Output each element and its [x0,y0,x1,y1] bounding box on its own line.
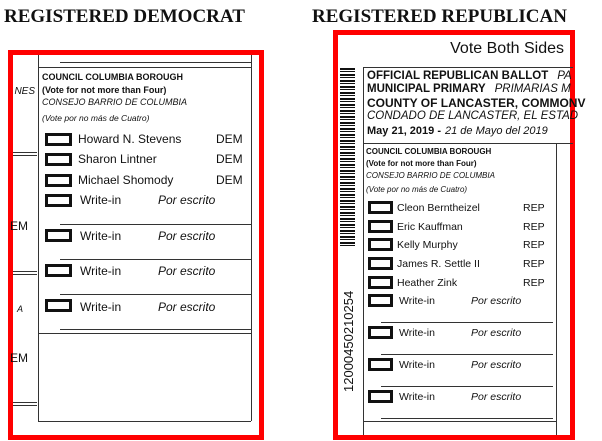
write-in-label: Write-in [80,300,122,314]
ballot-title: OFFICIAL REPUBLICAN BALLOT [367,70,549,82]
candidate-party: REP [523,239,545,251]
candidate-checkbox[interactable] [368,238,393,251]
write-in-label: Write-in [80,193,122,207]
contest-instruction: (Vote for not more than Four) [42,85,167,95]
election-type: MUNICIPAL PRIMARY [367,83,486,95]
side-fragment: EM [10,351,28,365]
write-in-line[interactable] [60,329,251,330]
write-in-checkbox[interactable] [45,264,72,277]
candidate-name: James R. Settle II [397,258,480,270]
election-date: May 21, 2019 - [367,125,441,137]
write-in-checkbox[interactable] [368,294,393,307]
candidate-name: Michael Shomody [78,173,174,187]
write-in-checkbox[interactable] [368,358,393,371]
write-in-line[interactable] [60,294,251,295]
candidate-checkbox[interactable] [368,220,393,233]
candidate-party: REP [523,277,545,289]
candidate-party: DEM [216,152,243,166]
write-in-label-es: Por escrito [471,327,522,339]
write-in-label-es: Por escrito [158,229,216,243]
candidate-checkbox[interactable] [368,276,393,289]
democrat-highlight-box [8,50,264,440]
contest-instruction-es: (Vote por no más de Cuatro) [366,185,468,194]
write-in-label: Write-in [80,264,122,278]
contest-title: COUNCIL COLUMBIA BOROUGH [366,147,492,156]
county: COUNTY OF LANCASTER, COMMONV [367,96,586,110]
write-in-label: Write-in [80,229,122,243]
ballot-title-es: PA [557,70,572,82]
candidate-name: Cleon Berntheizel [397,202,480,214]
write-in-label-es: Por escrito [158,300,216,314]
write-in-line[interactable] [381,418,553,419]
write-in-label-es: Por escrito [158,264,216,278]
candidate-checkbox[interactable] [45,153,72,166]
republican-label: REGISTERED REPUBLICAN [312,6,567,27]
contest-instruction: (Vote for not more than Four) [366,159,477,168]
write-in-label-es: Por escrito [471,359,522,371]
candidate-checkbox[interactable] [45,133,72,146]
barcode [340,68,355,246]
candidate-name: Kelly Murphy [397,239,458,251]
side-fragment: EM [10,219,28,233]
county-es: CONDADO DE LANCASTER, EL ESTAD [367,110,579,122]
candidate-checkbox[interactable] [368,257,393,270]
vote-both-sides: Vote Both Sides [450,40,564,57]
candidate-name: Howard N. Stevens [78,132,182,146]
write-in-line[interactable] [381,354,553,355]
side-fragment: NES [14,86,35,97]
write-in-checkbox[interactable] [368,390,393,403]
write-in-label-es: Por escrito [471,295,522,307]
candidate-name: Eric Kauffman [397,221,463,233]
write-in-line[interactable] [60,259,251,260]
contest-instruction-es: (Vote por no más de Cuatro) [42,113,150,123]
candidate-party: REP [523,221,545,233]
candidate-name: Heather Zink [397,277,458,289]
democrat-label: REGISTERED DEMOCRAT [4,6,245,27]
candidate-checkbox[interactable] [45,174,72,187]
write-in-line[interactable] [381,322,553,323]
candidate-checkbox[interactable] [368,201,393,214]
candidate-party: DEM [216,132,243,146]
write-in-line[interactable] [381,386,553,387]
election-date-es: 21 de Mayo del 2019 [445,125,548,137]
write-in-label: Write-in [399,391,435,403]
side-fragment: A [16,304,23,314]
contest-title: COUNCIL COLUMBIA BOROUGH [42,72,183,82]
contest-title-es: CONSEJO BARRIO DE COLUMBIA [42,97,188,107]
write-in-label-es: Por escrito [471,391,522,403]
write-in-label-es: Por escrito [158,193,216,207]
candidate-party: REP [523,258,545,270]
candidate-party: DEM [216,173,243,187]
election-type-es: PRIMARIAS M [494,83,571,95]
write-in-checkbox[interactable] [45,229,72,242]
write-in-label: Write-in [399,359,435,371]
write-in-label: Write-in [399,295,435,307]
write-in-checkbox[interactable] [45,299,72,312]
write-in-line[interactable] [60,224,251,225]
write-in-checkbox[interactable] [45,194,72,207]
write-in-label: Write-in [399,327,435,339]
serial-number: 12000450210254 [341,290,356,392]
candidate-party: REP [523,202,545,214]
candidate-name: Sharon Lintner [78,152,157,166]
write-in-checkbox[interactable] [368,326,393,339]
contest-title-es: CONSEJO BARRIO DE COLUMBIA [366,171,495,180]
